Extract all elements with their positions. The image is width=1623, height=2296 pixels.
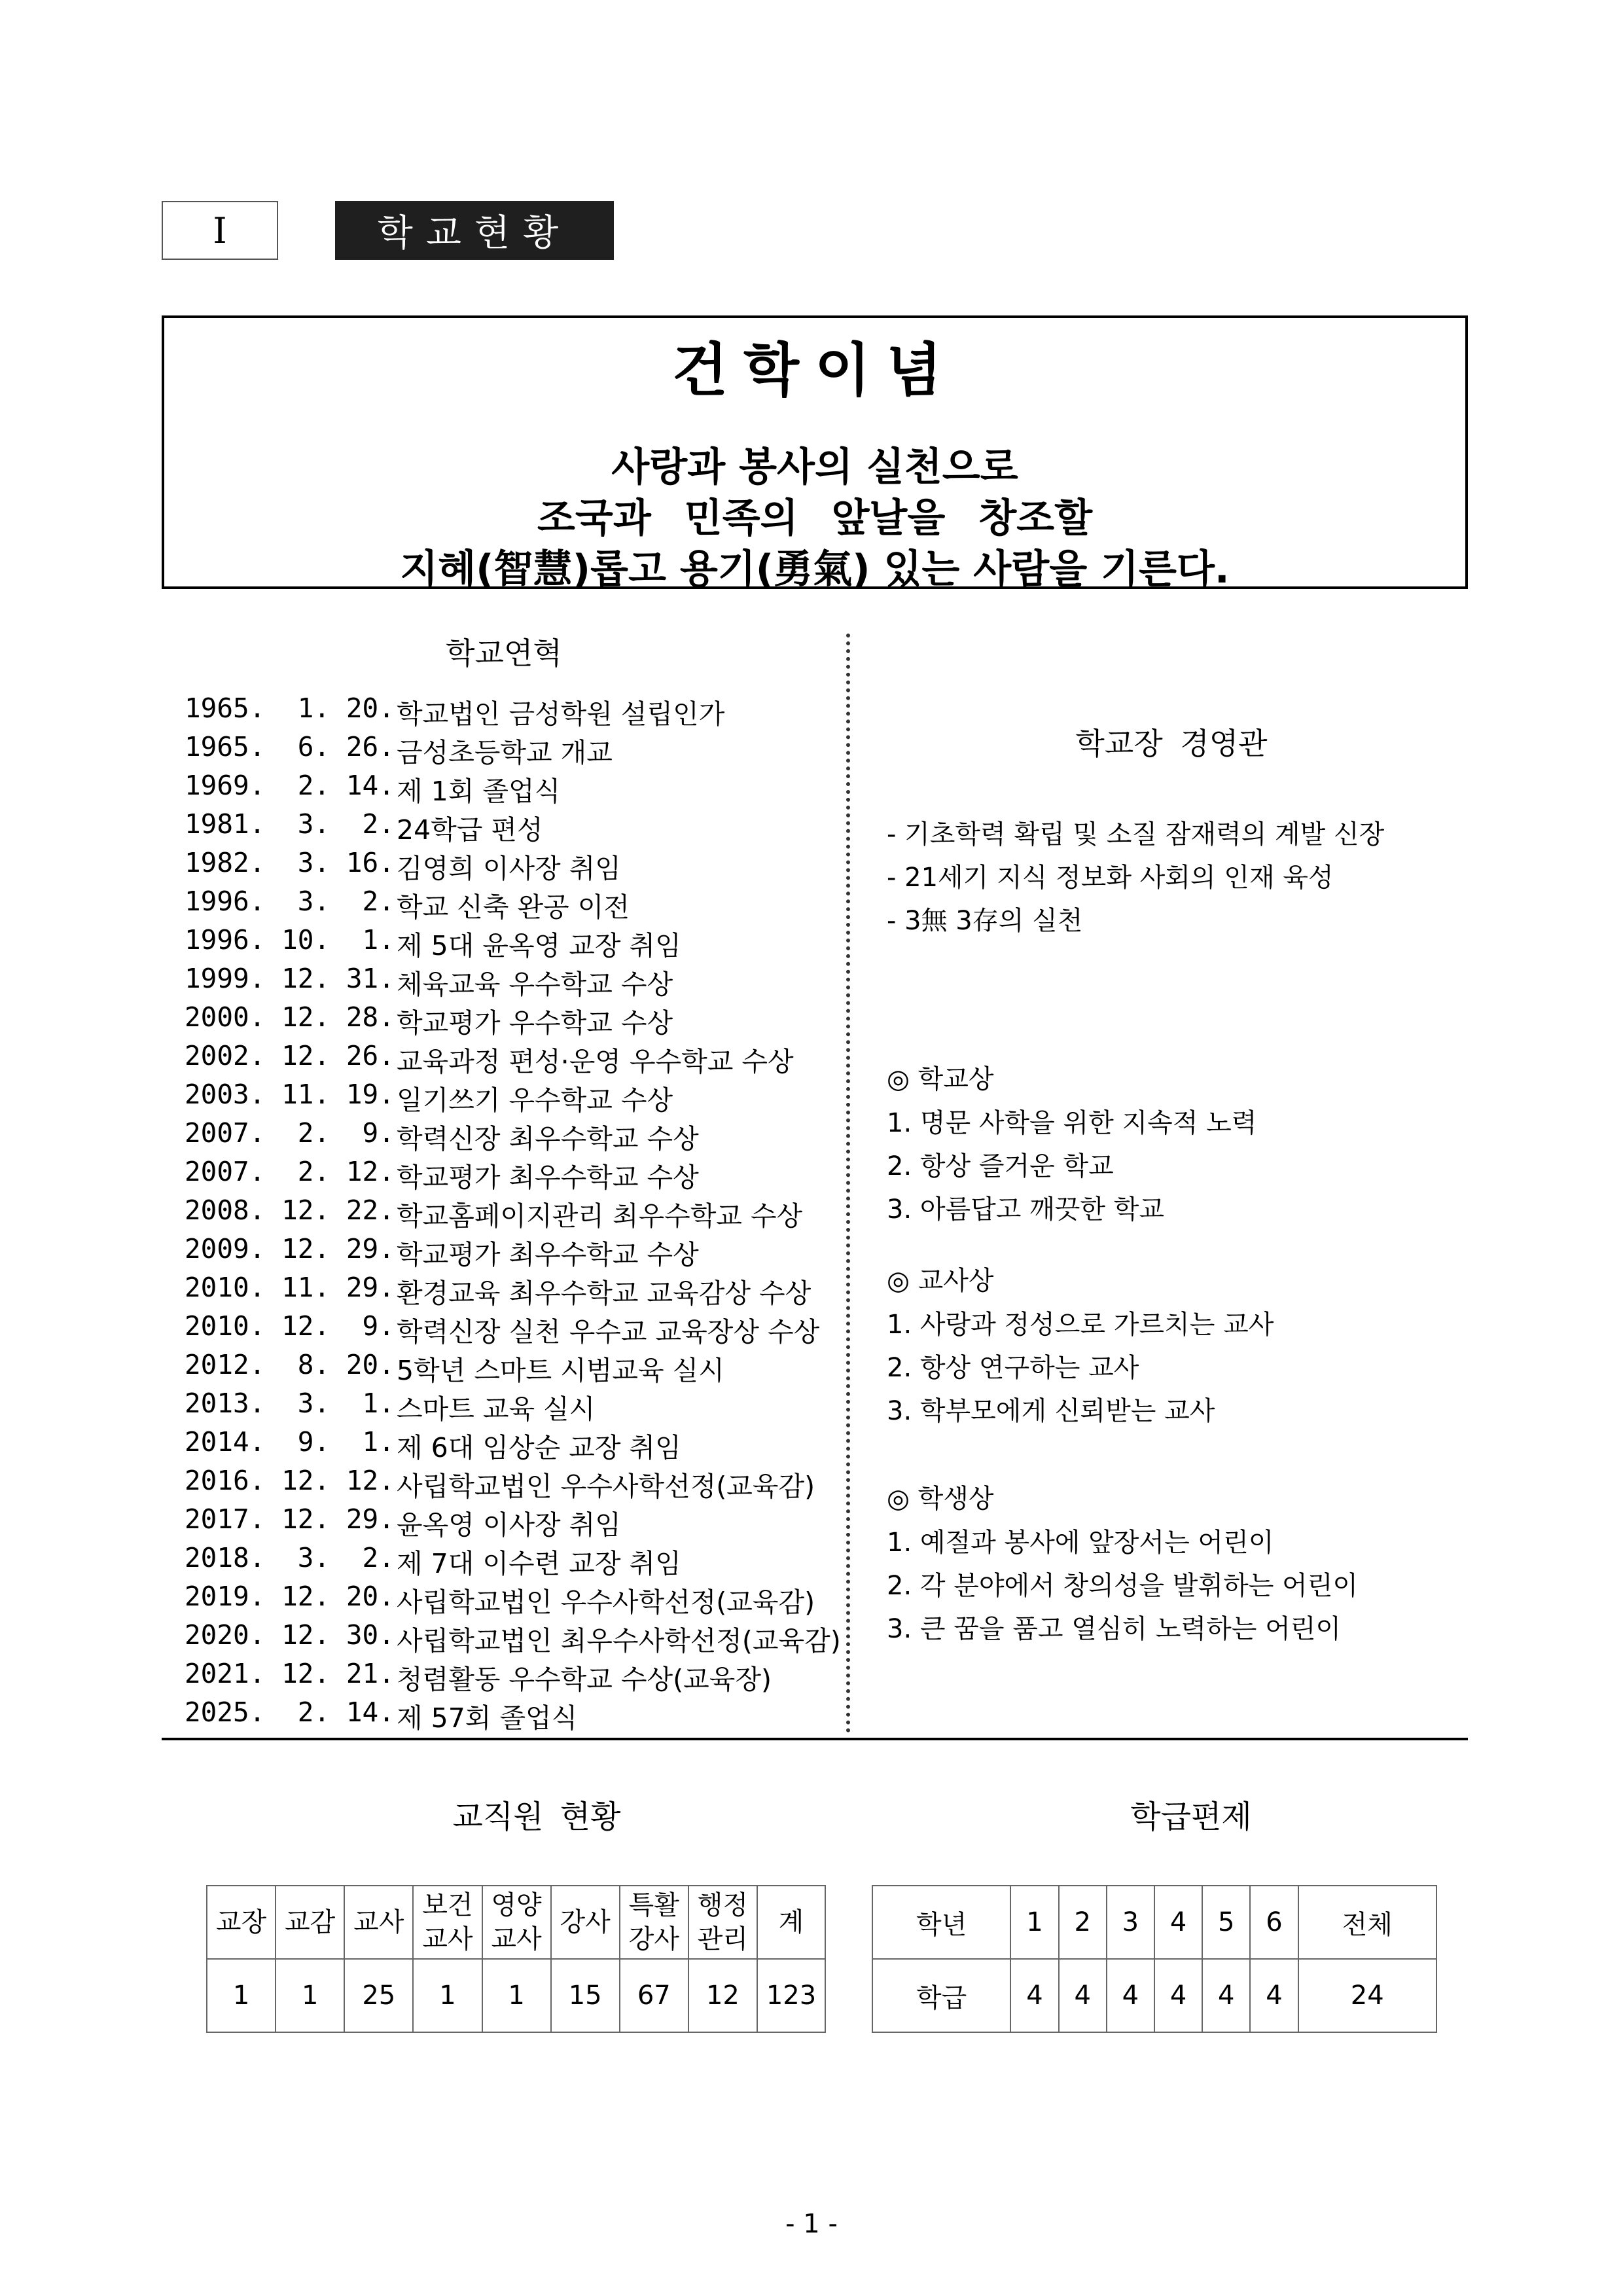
table-cell: 1 xyxy=(276,1959,344,2032)
history-date: 2010. 11. 29. xyxy=(185,1272,395,1303)
table-cell: 25 xyxy=(344,1959,413,2032)
history-date: 2025. 2. 14. xyxy=(185,1696,395,1728)
history-event: 학력신장 실천 우수교 교육장상 수상 xyxy=(397,1316,820,1348)
class-table xyxy=(872,1885,1437,2033)
student-ideal-item: 2. 각 분야에서 창의성을 발휘하는 어린이 xyxy=(887,1571,1358,1601)
table-header-cell: 교장 xyxy=(207,1886,276,1959)
history-date: 1996. 10. 1. xyxy=(185,924,395,956)
table-cell: 5 xyxy=(1202,1886,1250,1959)
history-event: 제 6대 임상순 교장 취임 xyxy=(397,1432,681,1463)
teacher-ideal-heading: ◎ 교사상 xyxy=(887,1266,994,1296)
school-ideal-item: 2. 항상 즐거운 학교 xyxy=(887,1151,1114,1181)
staff-table xyxy=(206,1885,826,2033)
table-cell: 1 xyxy=(482,1959,551,2032)
history-date: 2007. 2. 9. xyxy=(185,1117,395,1149)
history-row xyxy=(185,1310,839,1349)
history-event: 학교법인 금성학원 설립인가 xyxy=(397,698,725,730)
mission-line: 지혜(智慧)롭고 용기(勇氣) 있는 사람을 기른다. xyxy=(400,547,1230,592)
policy-item: - 3無 3存의 실천 xyxy=(887,906,1083,936)
history-date: 2012. 8. 20. xyxy=(185,1349,395,1380)
history-title: 학교연혁 xyxy=(446,636,562,671)
school-ideal-item: 3. 아름답고 깨끗한 학교 xyxy=(887,1194,1165,1225)
history-event: 24학급 편성 xyxy=(397,814,543,846)
history-event: 제 1회 졸업식 xyxy=(397,776,561,807)
policy-item: - 기초학력 확립 및 소질 잠재력의 계발 신장 xyxy=(887,819,1385,850)
table-cell: 6 xyxy=(1250,1886,1298,1959)
history-row xyxy=(185,963,839,1001)
history-row xyxy=(185,1696,839,1735)
history-row xyxy=(185,1619,839,1658)
table-cell: 1 xyxy=(1010,1886,1058,1959)
staff-title: 교직원 현황 xyxy=(452,1799,621,1835)
table-row xyxy=(872,1959,1436,2032)
history-event: 학력신장 최우수학교 수상 xyxy=(397,1123,699,1155)
history-row xyxy=(185,1001,839,1040)
history-date: 2017. 12. 29. xyxy=(185,1503,395,1535)
table-cell: 4 xyxy=(1059,1959,1107,2032)
history-date: 1969. 2. 14. xyxy=(185,770,395,801)
history-date: 2020. 12. 30. xyxy=(185,1619,395,1651)
history-row xyxy=(185,770,839,808)
history-row xyxy=(185,1503,839,1542)
history-row xyxy=(185,1040,839,1079)
history-row xyxy=(185,1272,839,1310)
table-cell: 4 xyxy=(1010,1959,1058,2032)
table-header-cell: 계 xyxy=(757,1886,825,1959)
history-event: 학교평가 우수학교 수상 xyxy=(397,1007,673,1039)
history-date: 2014. 9. 1. xyxy=(185,1426,395,1458)
mission-line: 조국과 민족의 앞날을 창조할 xyxy=(537,495,1093,541)
table-header-cell: 강사 xyxy=(551,1886,620,1959)
history-event: 학교평가 최우수학교 수상 xyxy=(397,1239,699,1270)
history-row xyxy=(185,1349,839,1388)
history-row xyxy=(185,808,839,847)
section-rule xyxy=(162,1738,1468,1740)
history-date: 1996. 3. 2. xyxy=(185,886,395,917)
history-date: 2010. 12. 9. xyxy=(185,1310,395,1342)
history-date: 2009. 12. 29. xyxy=(185,1233,395,1265)
section-title: 학교현황 xyxy=(335,201,614,260)
history-event: 윤옥영 이사장 취임 xyxy=(397,1509,621,1541)
history-event: 학교평가 최우수학교 수상 xyxy=(397,1162,699,1193)
history-event: 학교홈페이지관리 최우수학교 수상 xyxy=(397,1200,803,1232)
history-event: 5학년 스마트 시범교육 실시 xyxy=(397,1355,724,1386)
history-event: 청렴활동 우수학교 수상(교육장) xyxy=(397,1664,772,1695)
student-ideal-item: 1. 예절과 봉사에 앞장서는 어린이 xyxy=(887,1528,1274,1558)
page-number: - 1 - xyxy=(785,2209,838,2239)
history-event: 제 57회 졸업식 xyxy=(397,1702,578,1734)
history-row xyxy=(185,1194,839,1233)
policy-item: - 21세기 지식 정보화 사회의 인재 육성 xyxy=(887,863,1334,893)
history-date: 2003. 11. 19. xyxy=(185,1079,395,1110)
history-event: 사립학교법인 최우수사학선정(교육감) xyxy=(397,1625,841,1657)
history-event: 금성초등학교 개교 xyxy=(397,737,613,768)
history-event: 일기쓰기 우수학교 수상 xyxy=(397,1085,673,1116)
founding-title: 건학이념 xyxy=(671,336,958,404)
history-event: 제 5대 윤옥영 교장 취임 xyxy=(397,930,681,961)
student-ideal-heading: ◎ 학생상 xyxy=(887,1484,994,1514)
history-event: 스마트 교육 실시 xyxy=(397,1393,596,1425)
student-ideal-item: 3. 큰 꿈을 품고 열심히 노력하는 어린이 xyxy=(887,1614,1342,1644)
table-cell: 2 xyxy=(1059,1886,1107,1959)
history-date: 2008. 12. 22. xyxy=(185,1194,395,1226)
history-date: 1982. 3. 16. xyxy=(185,847,395,878)
table-header-cell: 영양 교사 xyxy=(482,1886,551,1959)
history-row xyxy=(185,1658,839,1696)
history-date: 2016. 12. 12. xyxy=(185,1465,395,1496)
history-row xyxy=(185,924,839,963)
table-cell: 학년 xyxy=(872,1886,1010,1959)
table-cell: 24 xyxy=(1298,1959,1436,2032)
history-date: 2021. 12. 21. xyxy=(185,1658,395,1689)
table-header-cell: 행정 관리 xyxy=(688,1886,757,1959)
table-cell: 4 xyxy=(1202,1959,1250,2032)
history-row xyxy=(185,731,839,770)
history-row xyxy=(185,1233,839,1272)
table-cell: 4 xyxy=(1250,1959,1298,2032)
history-date: 2000. 12. 28. xyxy=(185,1001,395,1033)
teacher-ideal-item: 1. 사랑과 정성으로 가르치는 교사 xyxy=(887,1310,1274,1340)
history-list xyxy=(185,692,839,1735)
history-row xyxy=(185,1388,839,1426)
table-cell: 12 xyxy=(688,1959,757,2032)
history-date: 2002. 12. 26. xyxy=(185,1040,395,1071)
history-row xyxy=(185,1581,839,1619)
teacher-ideal-item: 2. 항상 연구하는 교사 xyxy=(887,1353,1139,1383)
table-cell: 67 xyxy=(620,1959,688,2032)
history-row xyxy=(185,1465,839,1503)
history-row xyxy=(185,1079,839,1117)
school-ideal-item: 1. 명문 사학을 위한 지속적 노력 xyxy=(887,1108,1257,1138)
history-date: 2013. 3. 1. xyxy=(185,1388,395,1419)
table-cell: 학급 xyxy=(872,1959,1010,2032)
table-cell: 123 xyxy=(757,1959,825,2032)
table-header-cell: 교사 xyxy=(344,1886,413,1959)
table-row xyxy=(872,1886,1436,1959)
history-row xyxy=(185,886,839,924)
history-date: 1965. 1. 20. xyxy=(185,692,395,724)
history-event: 제 7대 이수련 교장 취임 xyxy=(397,1548,681,1579)
table-cell: 4 xyxy=(1154,1959,1202,2032)
mission-line: 사랑과 봉사의 실천으로 xyxy=(611,444,1018,490)
table-row xyxy=(207,1959,825,2032)
history-row xyxy=(185,1156,839,1194)
table-header-cell: 교감 xyxy=(276,1886,344,1959)
history-date: 2019. 12. 20. xyxy=(185,1581,395,1612)
table-cell: 15 xyxy=(551,1959,620,2032)
table-cell: 3 xyxy=(1107,1886,1154,1959)
column-divider xyxy=(846,634,850,1733)
table-cell: 4 xyxy=(1107,1959,1154,2032)
history-row xyxy=(185,847,839,886)
history-date: 1981. 3. 2. xyxy=(185,808,395,840)
history-event: 사립학교법인 우수사학선정(교육감) xyxy=(397,1471,815,1502)
history-event: 학교 신축 완공 이전 xyxy=(397,891,630,923)
table-cell: 4 xyxy=(1154,1886,1202,1959)
school-ideal-heading: ◎ 학교상 xyxy=(887,1064,994,1094)
principal-title: 학교장 경영관 xyxy=(1075,726,1268,761)
section-number: Ⅰ xyxy=(162,201,278,260)
table-header-row xyxy=(207,1886,825,1959)
teacher-ideal-item: 3. 학부모에게 신뢰받는 교사 xyxy=(887,1396,1215,1426)
history-date: 1965. 6. 26. xyxy=(185,731,395,762)
table-header-cell: 특활 강사 xyxy=(620,1886,688,1959)
history-row xyxy=(185,1117,839,1156)
history-event: 환경교육 최우수학교 교육감상 수상 xyxy=(397,1278,812,1309)
history-date: 2018. 3. 2. xyxy=(185,1542,395,1573)
history-row xyxy=(185,692,839,731)
history-event: 김영희 이사장 취임 xyxy=(397,853,621,884)
table-header-cell: 보건 교사 xyxy=(413,1886,482,1959)
table-cell: 1 xyxy=(413,1959,482,2032)
founding-philosophy-box xyxy=(162,315,1468,592)
table-cell: 1 xyxy=(207,1959,276,2032)
class-title: 학급편제 xyxy=(1130,1799,1252,1835)
table-cell: 전체 xyxy=(1298,1886,1436,1959)
history-date: 2007. 2. 12. xyxy=(185,1156,395,1187)
history-event: 교육과정 편성·운영 우수학교 수상 xyxy=(397,1046,794,1077)
history-event: 체육교육 우수학교 수상 xyxy=(397,969,673,1000)
history-row xyxy=(185,1542,839,1581)
history-event: 사립학교법인 우수사학선정(교육감) xyxy=(397,1587,815,1618)
history-row xyxy=(185,1426,839,1465)
history-date: 1999. 12. 31. xyxy=(185,963,395,994)
